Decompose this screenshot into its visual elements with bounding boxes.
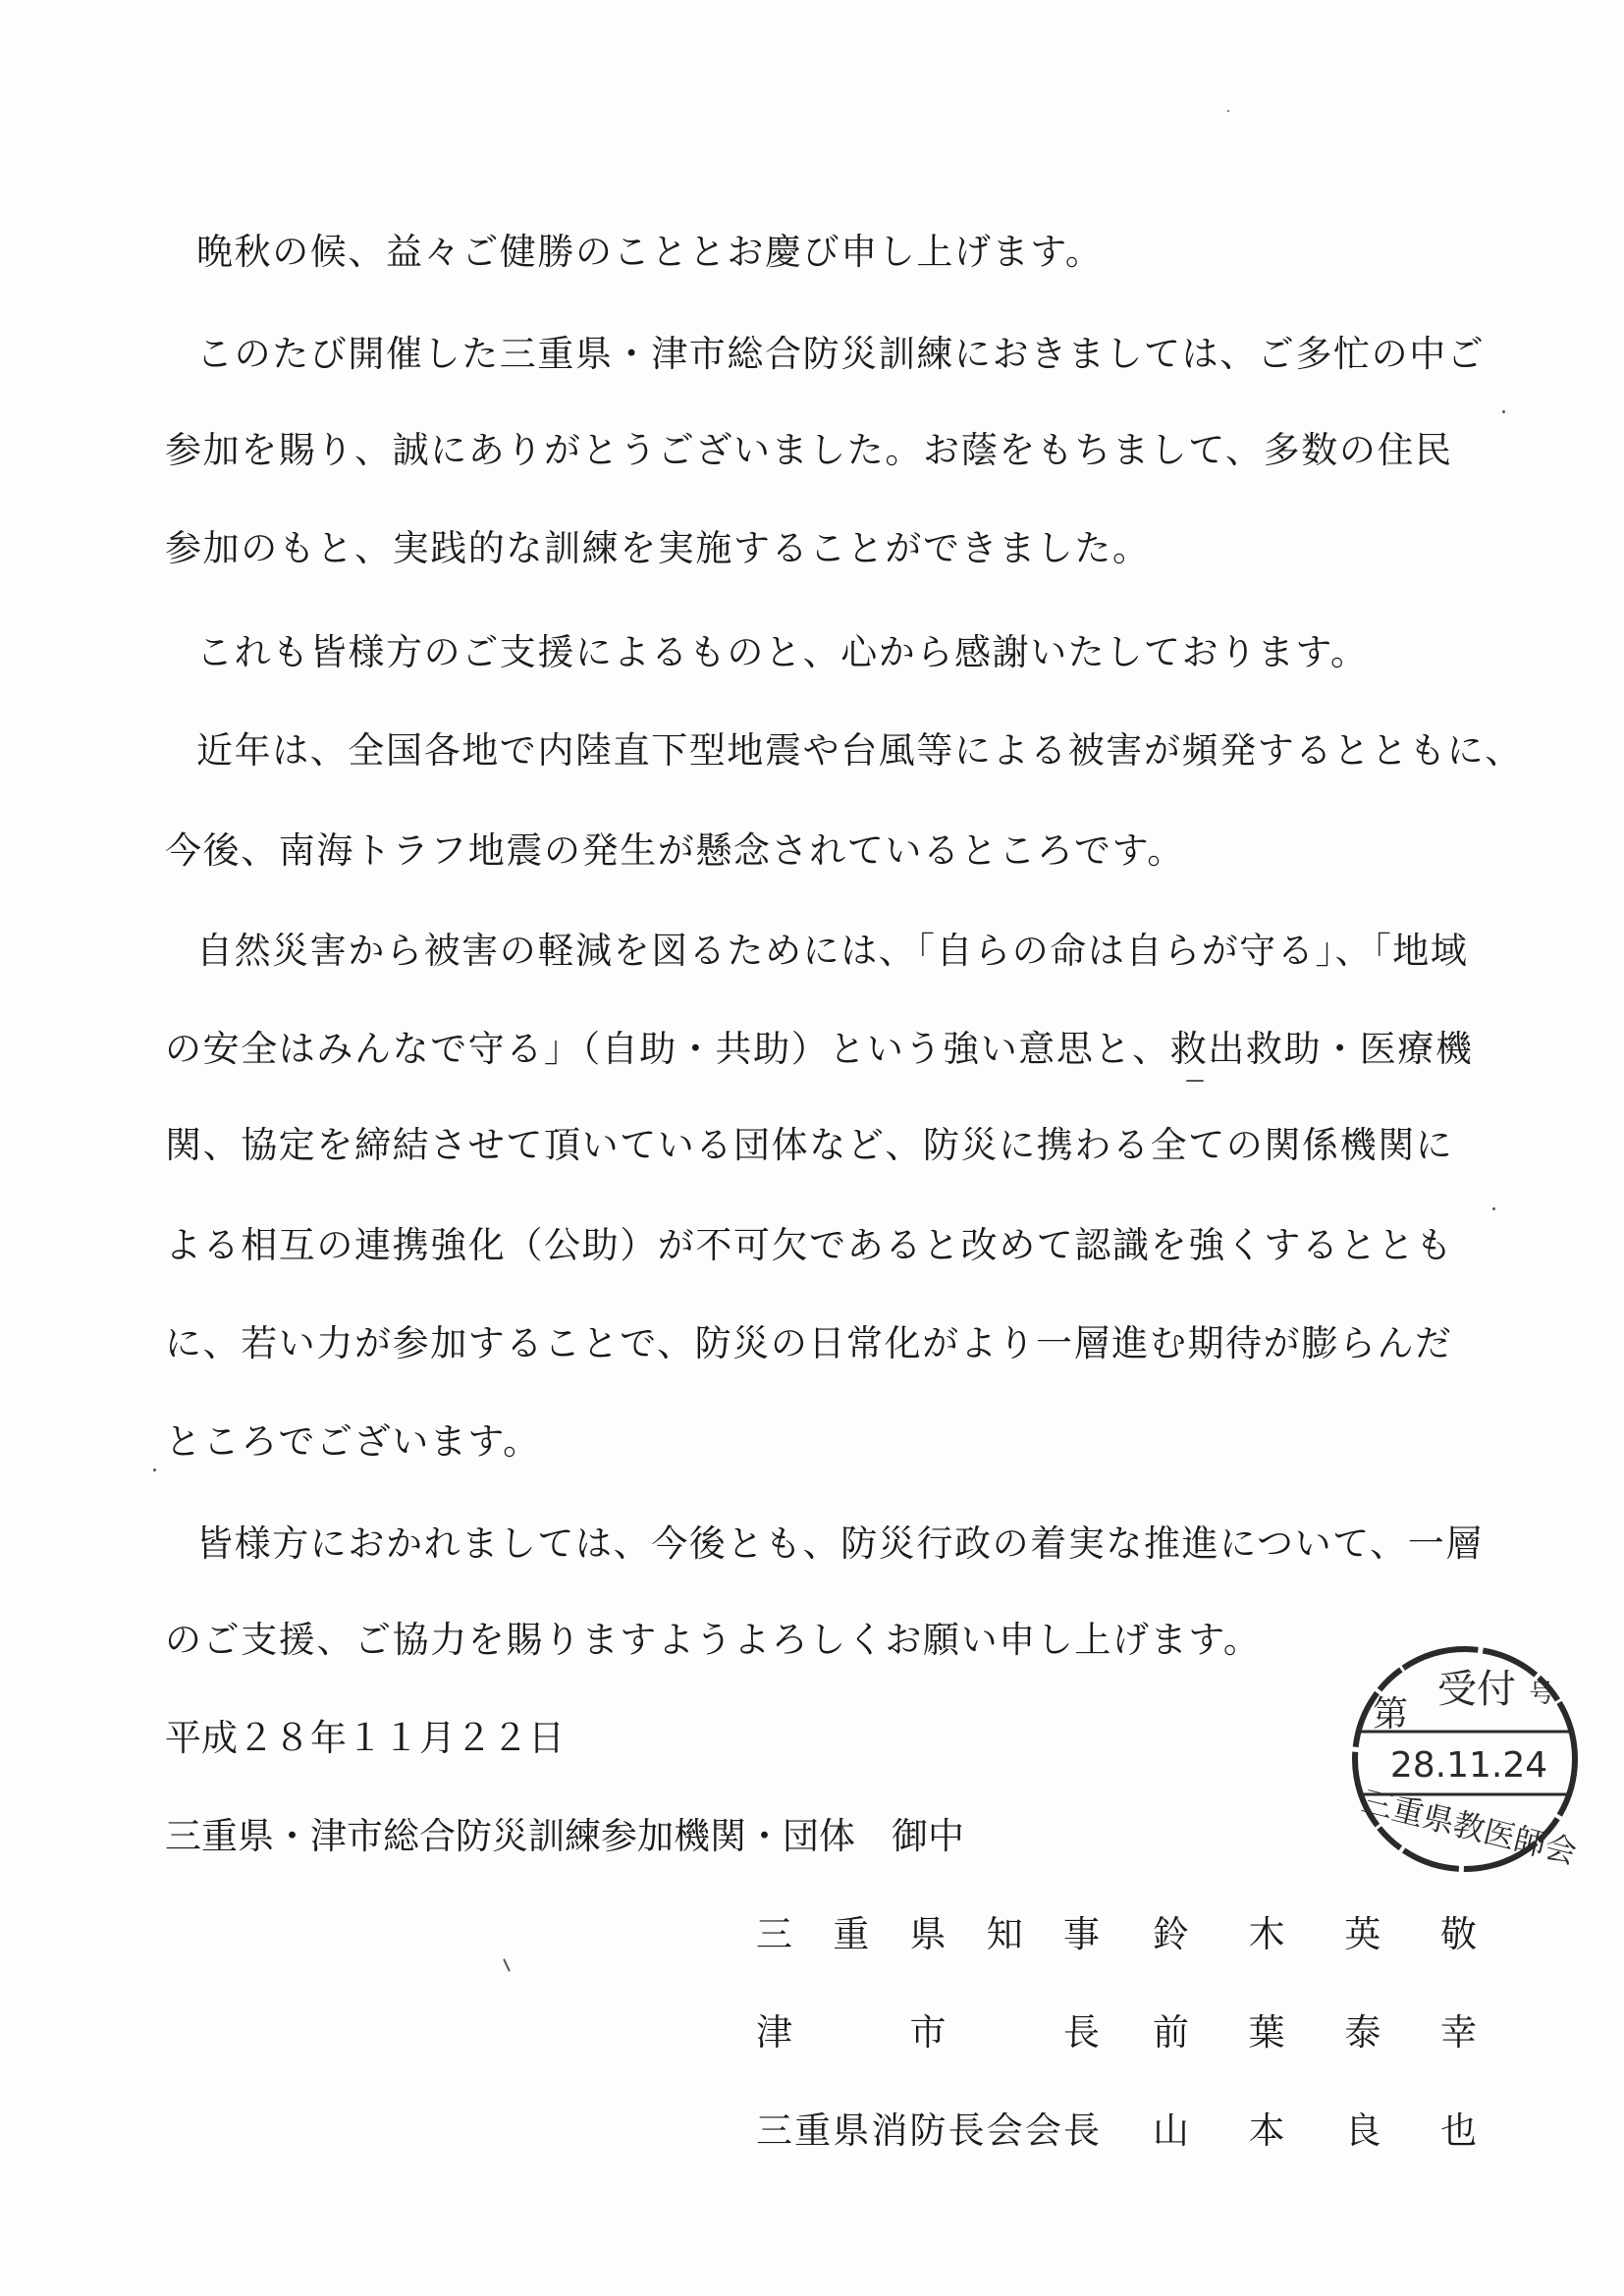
stamp-prefix: 第 bbox=[1372, 1694, 1409, 1735]
scan-speck bbox=[1492, 1207, 1495, 1210]
paragraph-line: 関、協定を締結させて頂いている団体など、防災に携わる全ての関係機関に bbox=[165, 1124, 1454, 1166]
paragraph-line: 今後、南海トラフ地震の発生が懸念されているところです。 bbox=[165, 829, 1185, 872]
signature-char: 良 bbox=[1344, 2109, 1381, 2152]
signature-char: 泰 bbox=[1344, 2011, 1381, 2054]
paragraph-line: 皆様方におかれましては、今後とも、防災行政の着実な推進について、一層 bbox=[196, 1522, 1484, 1565]
signatory-name bbox=[1153, 2011, 1477, 2054]
signature-char: 山 bbox=[1153, 2109, 1189, 2152]
receipt-stamp bbox=[1347, 1641, 1583, 1877]
signature-char: 長 bbox=[947, 2109, 985, 2152]
signatory-title bbox=[756, 2011, 1100, 2054]
signature-char: 長 bbox=[1063, 2109, 1100, 2152]
signature-char: 知 bbox=[986, 1913, 1023, 1955]
signature-char: 会 bbox=[1024, 2109, 1061, 2152]
paragraph-line: 近年は、全国各地で内陸直下型地震や台風等による被害が頻発するとともに、 bbox=[196, 729, 1523, 772]
stamp-date: 28.11.24 bbox=[1389, 1745, 1548, 1786]
signature-char: 県 bbox=[909, 1913, 947, 1955]
paragraph-line: ところでございます。 bbox=[165, 1420, 541, 1463]
signature-char: 三 bbox=[756, 1913, 792, 1955]
scan-speck bbox=[503, 1958, 511, 1972]
signature-char: 敬 bbox=[1439, 1913, 1477, 1955]
paragraph-line: 参加のもと、実践的な訓練を実施することができました。 bbox=[165, 527, 1151, 569]
signature-char: 会 bbox=[986, 2109, 1023, 2152]
signature-char: 三 bbox=[756, 2109, 792, 2152]
signature-char: 消 bbox=[871, 2109, 908, 2152]
signatory-name bbox=[1153, 1913, 1477, 1955]
stamp-suffix: 号 bbox=[1528, 1680, 1555, 1709]
scan-speck bbox=[1186, 1080, 1204, 1082]
signature-char: 重 bbox=[794, 2109, 832, 2152]
paragraph-line: 晩秋の候、益々ご健勝のこととお慶び申し上げます。 bbox=[196, 231, 1104, 273]
signature-char: 市 bbox=[909, 2011, 947, 2054]
signature-char: 重 bbox=[833, 1913, 870, 1955]
signatory-title bbox=[756, 2109, 1100, 2152]
addressee: 三重県・津市総合防災訓練参加機関・団体 御中 bbox=[165, 1815, 964, 1857]
paragraph-line: 参加を賜り、誠にありがとうございました。お蔭をもちまして、多数の住民 bbox=[165, 429, 1453, 471]
paragraph-line: に、若い力が参加することで、防災の日常化がより一層進む期待が膨らんだ bbox=[165, 1322, 1453, 1364]
stamp-label: 受付 bbox=[1437, 1667, 1516, 1712]
scan-speck bbox=[1502, 410, 1505, 413]
scan-speck bbox=[153, 1468, 156, 1471]
signature-char: 防 bbox=[909, 2109, 947, 2152]
scan-speck bbox=[1227, 110, 1229, 112]
stamp-org: 三重県教医師会 bbox=[1357, 1782, 1581, 1872]
signatory-name bbox=[1153, 2109, 1477, 2152]
paragraph-line: 自然災害から被害の軽減を図るためには、「自らの命は自らが守る」、「地域 bbox=[196, 930, 1469, 972]
signature-char: 津 bbox=[756, 2011, 792, 2054]
signature-char: 本 bbox=[1248, 2109, 1285, 2152]
letter-date: 平成２８年１１月２２日 bbox=[165, 1717, 565, 1759]
signatory-title bbox=[756, 1913, 1100, 1955]
signature-char: 幸 bbox=[1439, 2011, 1477, 2054]
signature-char: 也 bbox=[1439, 2109, 1477, 2152]
paragraph-line: よる相互の連携強化（公助）が不可欠であると改めて認識を強くするととも bbox=[165, 1224, 1454, 1266]
signature-char: 前 bbox=[1153, 2011, 1189, 2054]
signature-char: 鈴 bbox=[1153, 1913, 1189, 1955]
paragraph-line: このたび開催した三重県・津市総合防災訓練におきましては、ご多忙の中ご bbox=[196, 333, 1486, 375]
signature-char: 葉 bbox=[1248, 2011, 1285, 2054]
paragraph-line: のご支援、ご協力を賜りますようよろしくお願い申し上げます。 bbox=[165, 1619, 1262, 1661]
signature-char: 長 bbox=[1063, 2011, 1100, 2054]
signature-char: 木 bbox=[1248, 1913, 1285, 1955]
signature-char: 事 bbox=[1063, 1913, 1100, 1955]
signature-char: 英 bbox=[1344, 1913, 1381, 1955]
paragraph-line: の安全はみんなで守る」（自助・共助）という強い意思と、救出救助・医療機 bbox=[165, 1028, 1474, 1070]
signature-char: 県 bbox=[833, 2109, 870, 2152]
paragraph-line: これも皆様方のご支援によるものと、心から感謝いたしております。 bbox=[196, 631, 1369, 673]
